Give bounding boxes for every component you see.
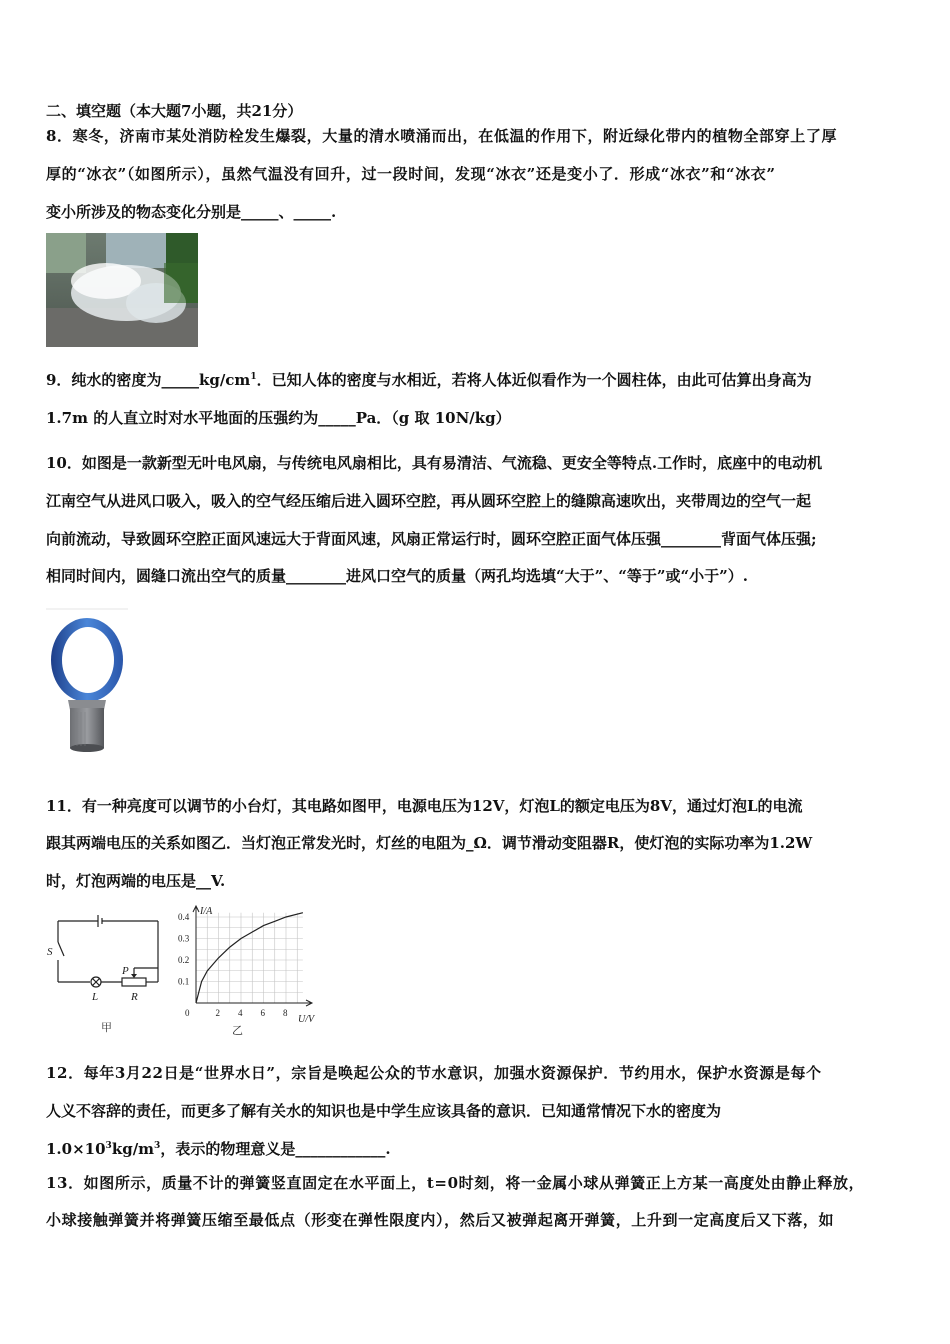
rheostat-label: R: [131, 991, 138, 1003]
circuit-caption: 甲: [101, 1022, 112, 1034]
y-tick-label: 0.2: [178, 955, 190, 965]
x-tick-label: 8: [283, 1008, 288, 1018]
chart-caption: 乙: [232, 1025, 243, 1037]
q8-line-3: 变小所涉及的物态变化分别是_____、_____.: [46, 203, 337, 221]
q10-line-3: 向前流动，导致圆环空腔正面风速远大于背面风速，风扇正常运行时，圆环空腔正面气体压强________背面气体压强;: [46, 530, 817, 548]
circuit-diagram: [46, 906, 176, 1036]
q11-line-2: 跟其两端电压的关系如图乙．当灯泡正常发光时，灯丝的电阻为_Ω．调节滑动变阻器R，使灯泡的实际功率为1.2W: [46, 834, 813, 852]
iu-chart: [176, 900, 326, 1038]
q8-line-2: 厚的“冰衣”（如图所示），虽然气温没有回升，过一段时间，发现“冰衣”还是变小了．形成“冰衣”和“冰衣”: [46, 165, 776, 183]
q10-line-1: 10．如图是一款新型无叶电风扇，与传统电风扇相比，具有易清洁、气流稳、更安全等特点.工作时，底座中的电动机: [46, 454, 823, 472]
y-tick-label: 0.1: [178, 976, 190, 987]
fire-hydrant-photo: [46, 233, 198, 347]
q11-line-3: 时，灯泡两端的电压是__V.: [46, 872, 226, 890]
x-tick-label: 2: [215, 1008, 220, 1018]
q10-line-2: 江南空气从进风口吸入，吸入的空气经压缩后进入圆环空腔，再从圆环空腔上的缝隙高速吹出，夹带周边的空气一起: [46, 492, 812, 510]
q12-line-3: $1.0\times 10^3kg/m^3$，表示的物理意义是____________.: [46, 1140, 391, 1158]
lamp-label: L: [92, 991, 99, 1003]
y-tick-label: 0.3: [178, 933, 190, 944]
q8-line-1: 8．寒冬，济南市某处消防栓发生爆裂，大量的清水喷涌而出，在低温的作用下，附近绿化带内的植物全部穿上了厚: [46, 127, 838, 145]
origin-label: 0: [185, 1008, 190, 1018]
x-axis-label: U/V: [298, 1014, 315, 1025]
q9-line-2: 1.7m 的人直立时对水平地面的压强约为_____Pa．（g 取 10N/kg）: [46, 409, 511, 427]
q13-line-1: 13．如图所示，质量不计的弹簧竖直固定在水平面上，t=0时刻，将一金属小球从弹簧正上方某一高度处由静止释放，: [46, 1174, 865, 1192]
q13-line-2: 小球接触弹簧并将弹簧压缩至最低点（形变在弹性限度内），然后又被弹起离开弹簧，上升到一定高度后又下落，如: [46, 1211, 835, 1229]
q11-line-1: 11．有一种亮度可以调节的小台灯，其电路如图甲，电源电压为12V，灯泡L的额定电压为8V，通过灯泡L的电流: [46, 797, 803, 815]
y-tick-label: 0.4: [178, 912, 190, 922]
q12-line-1: 12．每年3月22日是“世界水日”，宗旨是唤起公众的节水意识，加强水资源保护．节约用水，保护水资源是每个: [46, 1064, 822, 1082]
q10-line-4: 相同时间内，圆缝口流出空气的质量________进风口空气的质量（两孔均选填“大于”、“等于”或“小于”）.: [46, 567, 748, 585]
bladeless-fan-image: [46, 608, 128, 755]
x-tick-label: 6: [260, 1008, 265, 1018]
switch-label: S: [47, 946, 53, 958]
y-axis-label: I/A: [200, 906, 213, 917]
q9-line-1: 9．纯水的密度为$\_\_\_\_\_kg/cm^1$．已知人体的密度与水相近，若将人体近似看作为一个圆柱体，由此可估算出身高为: [46, 371, 812, 389]
section-title: 二、填空题（本大题7小题，共21分）: [46, 102, 303, 120]
slider-label: P: [122, 965, 129, 977]
x-tick-label: 4: [238, 1008, 243, 1018]
q12-line-2: 人义不容辞的责任，而更多了解有关水的知识也是中学生应该具备的意识．已知通常情况下水的密度为: [46, 1102, 722, 1120]
